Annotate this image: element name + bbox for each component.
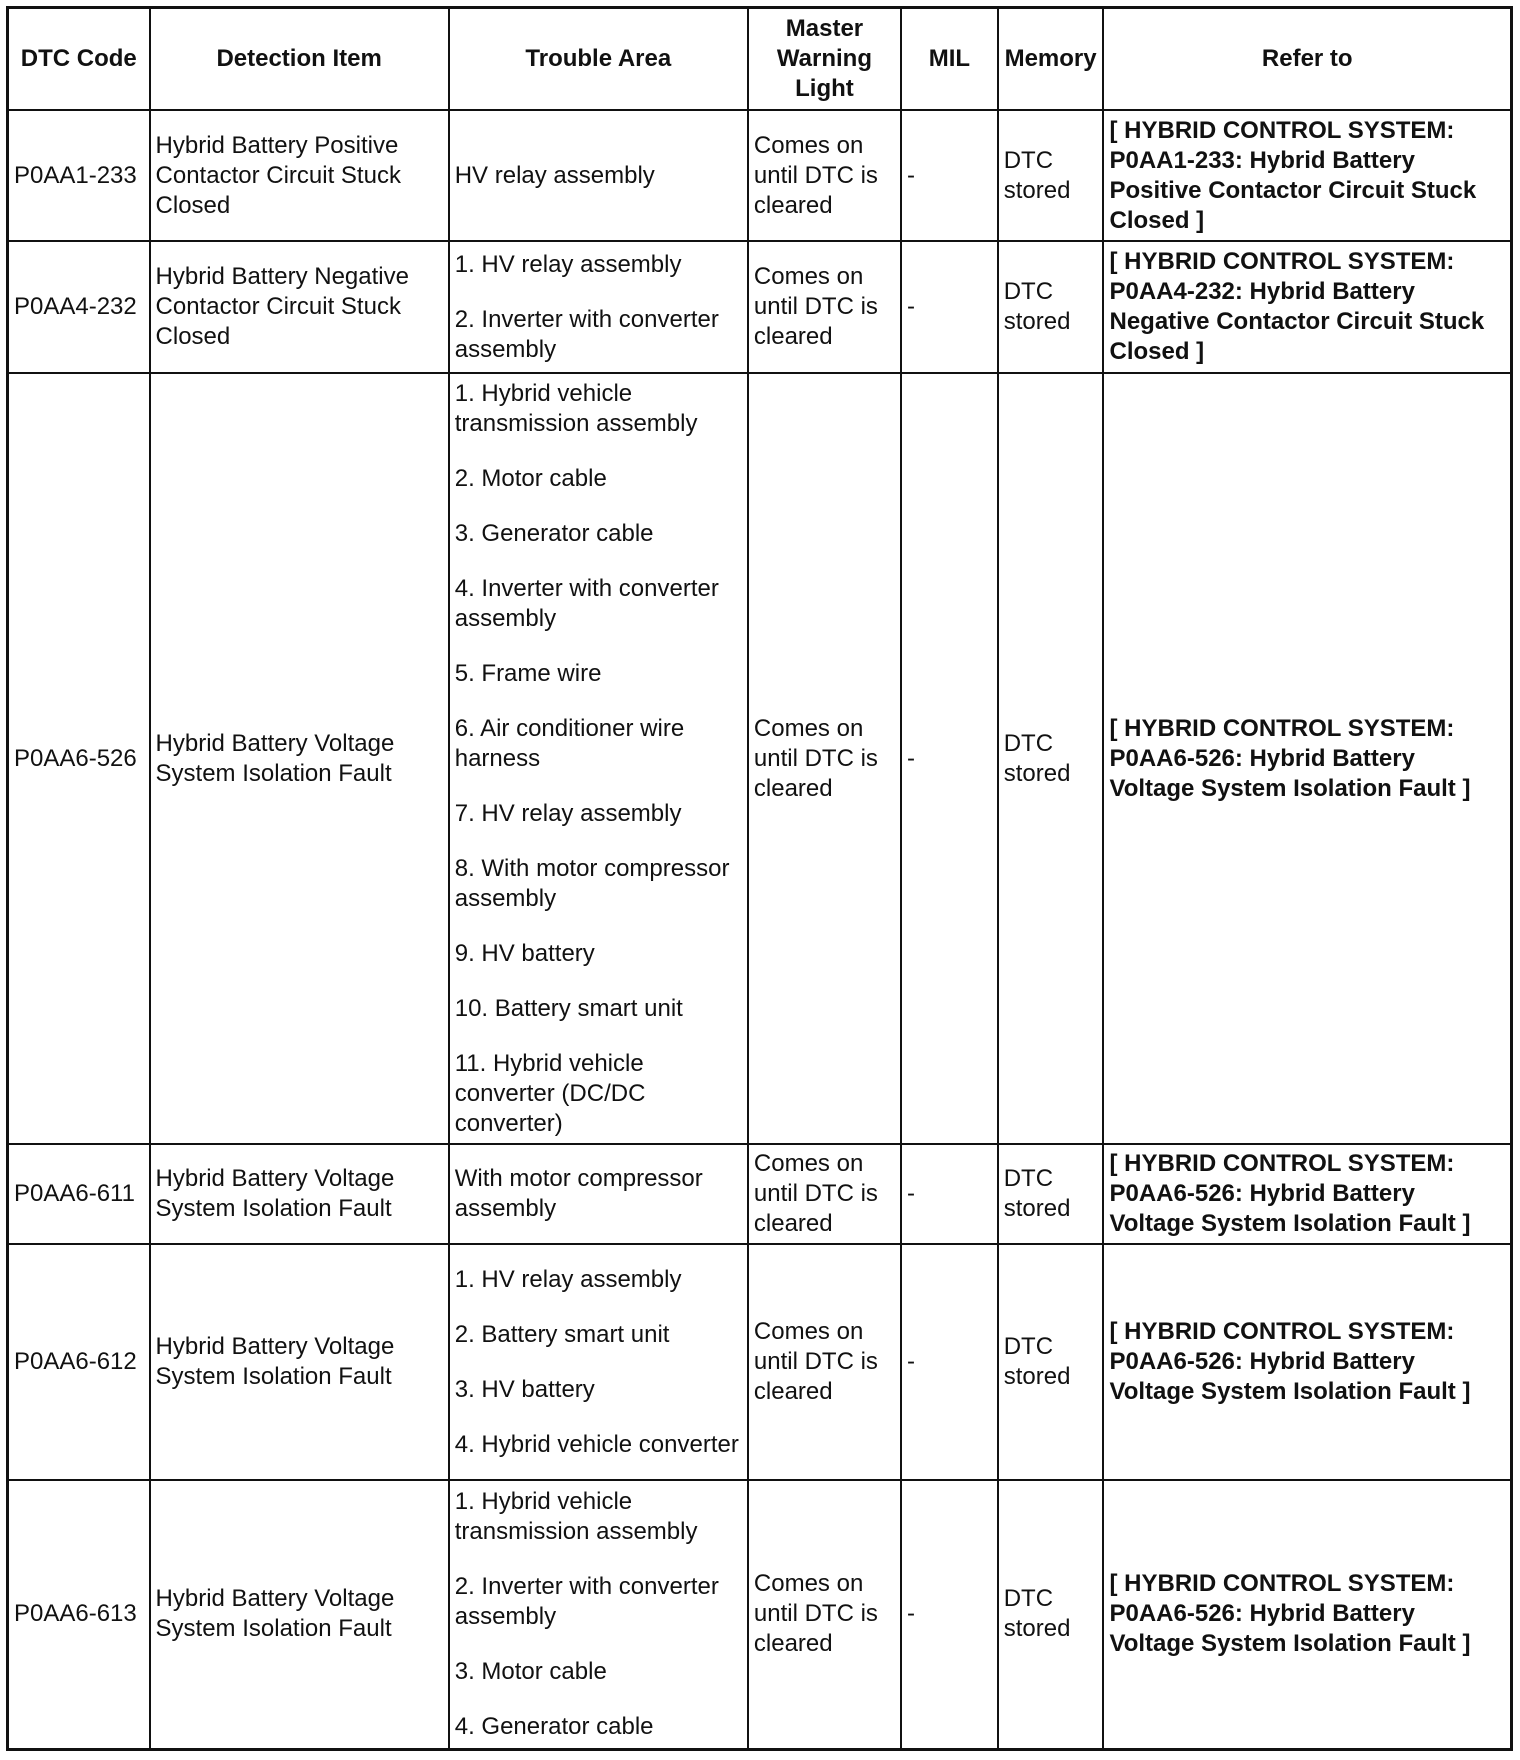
header-detection-item: Detection Item bbox=[150, 8, 449, 111]
trouble-area-item: 1. HV relay assembly bbox=[454, 1265, 682, 1293]
master-warning-light-cell: Comes on until DTC is cleared bbox=[748, 373, 901, 1144]
trouble-area-cell bbox=[449, 373, 748, 1144]
dtc-table-container bbox=[6, 6, 1513, 1751]
trouble-area-cell bbox=[449, 1244, 748, 1480]
trouble-area-item: 9. HV battery bbox=[454, 939, 595, 967]
detection-item-cell: Hybrid Battery Voltage System Isolation Fault bbox=[150, 1144, 449, 1244]
header-memory: Memory bbox=[998, 8, 1104, 111]
dtc-code-cell: P0AA6-526 bbox=[8, 373, 150, 1144]
trouble-area-item: 2. Battery smart unit bbox=[454, 1320, 670, 1348]
master-warning-light-cell: Comes on until DTC is cleared bbox=[748, 1244, 901, 1480]
detection-item-cell: Hybrid Battery Voltage System Isolation Fault bbox=[150, 1244, 449, 1480]
master-warning-light-cell: Comes on until DTC is cleared bbox=[748, 1144, 901, 1244]
trouble-area-item: 3. Motor cable bbox=[454, 1657, 607, 1685]
trouble-area-item: 1. Hybrid vehicle transmission assembly bbox=[454, 1487, 698, 1545]
dtc-code-cell: P0AA6-611 bbox=[8, 1144, 150, 1244]
memory-cell: DTC stored bbox=[998, 110, 1104, 241]
trouble-area-item: 10. Battery smart unit bbox=[454, 994, 683, 1022]
master-warning-light-cell: Comes on until DTC is cleared bbox=[748, 110, 901, 241]
header-master-line-1: Master bbox=[785, 15, 864, 42]
refer-to-cell: [ HYBRID CONTROL SYSTEM: P0AA6-526: Hybrid Battery Voltage System Isolation Fault ] bbox=[1103, 373, 1511, 1144]
memory-cell: DTC stored bbox=[998, 241, 1104, 373]
trouble-area-cell bbox=[449, 241, 748, 373]
dtc-table bbox=[6, 6, 1513, 1751]
table-row bbox=[8, 110, 1512, 241]
dtc-code-cell: P0AA4-232 bbox=[8, 241, 150, 373]
refer-to-cell: [ HYBRID CONTROL SYSTEM: P0AA1-233: Hybrid Battery Positive Contactor Circuit Stuck Closed ] bbox=[1103, 110, 1511, 241]
table-row bbox=[8, 241, 1512, 373]
header-master-line-2: Warning bbox=[776, 45, 873, 72]
mil-cell: - bbox=[901, 373, 998, 1144]
refer-to-cell: [ HYBRID CONTROL SYSTEM: P0AA6-526: Hybrid Battery Voltage System Isolation Fault ] bbox=[1103, 1244, 1511, 1480]
trouble-area-item: 2. Inverter with converter assembly bbox=[454, 305, 719, 363]
header-dtc-code: DTC Code bbox=[8, 8, 150, 111]
trouble-area-item: 2. Motor cable bbox=[454, 464, 607, 492]
table-body bbox=[8, 110, 1512, 1749]
table-row bbox=[8, 373, 1512, 1144]
trouble-area-item: 4. Inverter with converter assembly bbox=[454, 574, 719, 632]
header-refer-to: Refer to bbox=[1103, 8, 1511, 111]
memory-cell: DTC stored bbox=[998, 1144, 1104, 1244]
memory-cell: DTC stored bbox=[998, 373, 1104, 1144]
trouble-area-item: 5. Frame wire bbox=[454, 659, 602, 687]
refer-to-cell: [ HYBRID CONTROL SYSTEM: P0AA4-232: Hybrid Battery Negative Contactor Circuit Stuck Closed ] bbox=[1103, 241, 1511, 373]
mil-cell: - bbox=[901, 110, 998, 241]
master-warning-light-cell: Comes on until DTC is cleared bbox=[748, 1480, 901, 1749]
mil-cell: - bbox=[901, 241, 998, 373]
trouble-area-item: 8. With motor compressor assembly bbox=[454, 854, 730, 912]
detection-item-cell: Hybrid Battery Negative Contactor Circuit Stuck Closed bbox=[150, 241, 449, 373]
header-trouble-area: Trouble Area bbox=[449, 8, 748, 111]
mil-cell: - bbox=[901, 1244, 998, 1480]
trouble-area-cell bbox=[449, 110, 748, 241]
table-row bbox=[8, 1480, 1512, 1749]
header-master-line-3: Light bbox=[795, 75, 854, 102]
trouble-area-item: 11. Hybrid vehicle converter (DC/DC converter) bbox=[454, 1049, 646, 1137]
trouble-area-item: 3. Generator cable bbox=[454, 519, 654, 547]
trouble-area-item: 4. Hybrid vehicle converter bbox=[454, 1430, 739, 1458]
detection-item-cell: Hybrid Battery Voltage System Isolation Fault bbox=[150, 1480, 449, 1749]
dtc-code-cell: P0AA6-613 bbox=[8, 1480, 150, 1749]
refer-to-cell: [ HYBRID CONTROL SYSTEM: P0AA6-526: Hybrid Battery Voltage System Isolation Fault ] bbox=[1103, 1144, 1511, 1244]
trouble-area-cell bbox=[449, 1144, 748, 1244]
trouble-area-item: 7. HV relay assembly bbox=[454, 799, 682, 827]
header-master-warning-light bbox=[748, 8, 901, 111]
master-warning-light-cell: Comes on until DTC is cleared bbox=[748, 241, 901, 373]
trouble-area-cell bbox=[449, 1480, 748, 1749]
dtc-code-cell: P0AA6-612 bbox=[8, 1244, 150, 1480]
header-row bbox=[8, 8, 1512, 111]
memory-cell: DTC stored bbox=[998, 1480, 1104, 1749]
trouble-area-item: With motor compressor assembly bbox=[454, 1165, 703, 1222]
header-mil: MIL bbox=[901, 8, 998, 111]
table-row bbox=[8, 1144, 1512, 1244]
detection-item-cell: Hybrid Battery Voltage System Isolation Fault bbox=[150, 373, 449, 1144]
dtc-code-cell: P0AA1-233 bbox=[8, 110, 150, 241]
trouble-area-item: HV relay assembly bbox=[454, 161, 655, 189]
trouble-area-item: 1. Hybrid vehicle transmission assembly bbox=[454, 379, 698, 437]
trouble-area-item: 1. HV relay assembly bbox=[454, 250, 682, 278]
table-row bbox=[8, 1244, 1512, 1480]
memory-cell: DTC stored bbox=[998, 1244, 1104, 1480]
trouble-area-item: 4. Generator cable bbox=[454, 1712, 654, 1740]
table-header bbox=[8, 8, 1512, 111]
mil-cell: - bbox=[901, 1144, 998, 1244]
trouble-area-item: 2. Inverter with converter assembly bbox=[454, 1572, 719, 1630]
trouble-area-item: 3. HV battery bbox=[454, 1375, 595, 1403]
trouble-area-item: 6. Air conditioner wire harness bbox=[454, 714, 685, 772]
refer-to-cell: [ HYBRID CONTROL SYSTEM: P0AA6-526: Hybrid Battery Voltage System Isolation Fault ] bbox=[1103, 1480, 1511, 1749]
detection-item-cell: Hybrid Battery Positive Contactor Circuit Stuck Closed bbox=[150, 110, 449, 241]
mil-cell: - bbox=[901, 1480, 998, 1749]
